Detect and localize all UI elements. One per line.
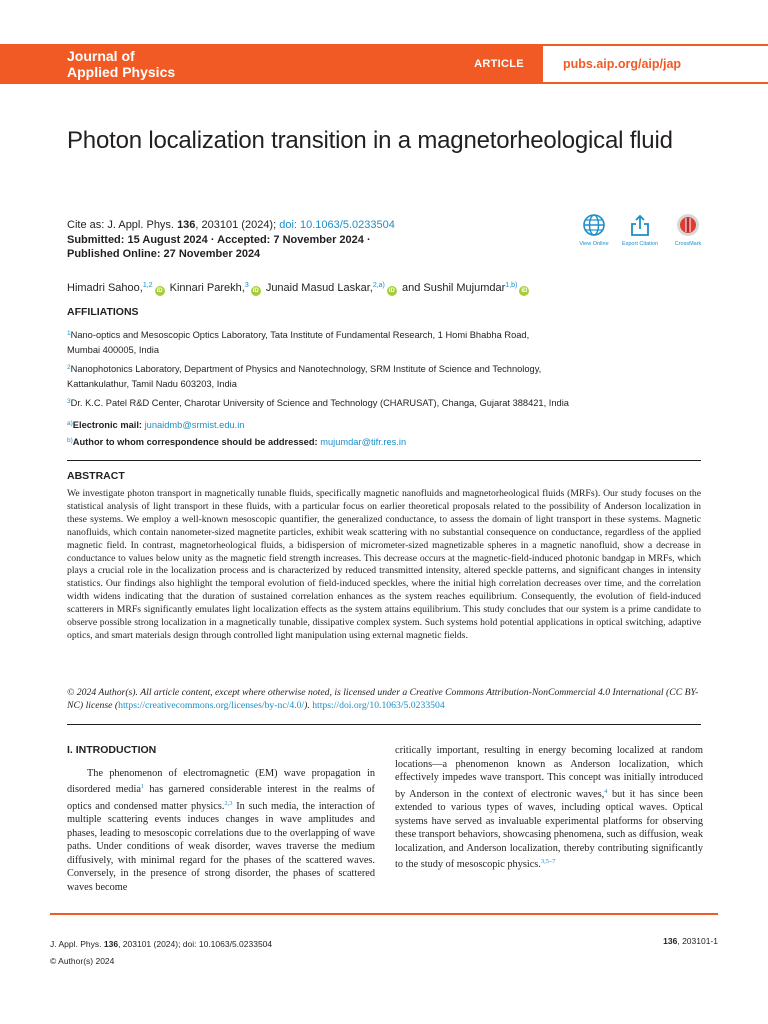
affiliation-item xyxy=(67,394,717,411)
journal-name-line1: Journal of xyxy=(67,48,135,64)
article-tools xyxy=(569,213,719,253)
contact-mark: a) xyxy=(67,420,73,427)
affiliation-text: Kattankulathur, Tamil Nadu 603203, India xyxy=(67,379,237,389)
view-online-label: View Online xyxy=(579,241,609,247)
intro-text: critically important, resulting in energy becoming localized at random locations—a phenomenon known as Anderson localization, which effectively impedes wave transport. This concept was initially introduced by Anderson in the context of electronic waves, xyxy=(395,745,703,800)
crossmark-icon xyxy=(676,213,700,237)
dates-line2: Published Online: 27 November 2024 xyxy=(67,248,261,260)
article-type-label: ARTICLE xyxy=(474,58,524,70)
journal-url-link[interactable]: pubs.aip.org/aip/jap xyxy=(543,46,768,82)
intro-paragraph xyxy=(395,744,703,872)
contact-mark: b) xyxy=(67,437,73,444)
intro-text: In such media, the interaction of multiple scattering events induces changes in wave amplitudes and phases, leading to mesoscopic correlations due to the overlapping of wave paths. Under conditions of weak disorder, waves traverse the medium diffusively, with minimal regard for the phases of the scattered waves. Conversely, in the presence of strong disorder, the phases of scattered waves become xyxy=(67,800,375,893)
view-online-button[interactable] xyxy=(569,213,619,247)
journal-name[interactable] xyxy=(67,48,227,80)
citation-prefix: Cite as: J. Appl. Phys. xyxy=(67,219,178,231)
export-citation-label: Export Citation xyxy=(621,241,659,247)
contact-label: Author to whom correspondence should be addressed: xyxy=(72,437,318,447)
affiliation-item xyxy=(67,360,717,392)
affiliation-text: Nano-optics and Mesoscopic Optics Laboratory, Tata Institute of Fundamental Research, 1 Homi Bhabha Road, xyxy=(70,330,530,340)
reference-link[interactable]: 2,3 xyxy=(224,799,233,807)
intro-left-column xyxy=(67,744,375,894)
affiliation-text: Nanophotonics Laboratory, Department of Physics and Nanotechnology, SRM Institute of Science and Technology, xyxy=(70,364,542,374)
dates-line1: Submitted: 15 August 2024 · Accepted: 7 November 2024 · xyxy=(67,233,371,246)
footer-divider xyxy=(50,913,718,915)
author-affiliation-mark: 2,a) xyxy=(372,282,385,289)
affiliation-number: 2 xyxy=(67,364,71,371)
orcid-icon[interactable]: iD xyxy=(388,288,395,294)
abstract-text: We investigate photon transport in magnetically tunable fluids, specifically magnetic nanofluids and magnetorheological fluids (MRFs). Our study focuses on the statistical analysis of light transport in these fluids, with a particular focus on earlier theoretical proposals related to the possibility of Anderson localization in these systems. We employ a well-known mesoscopic quantifier, the generalized conductance, to assess the domain of light transport in these systems. Magnetic nanofluids, which contain nanometer-sized magnetite particles, exhibit weak scattering with no substantial consequence on conductance, regardless of the applied magnetic field. In contrast, magnetorheological fluids, a bidispersion of micrometer-sized magnetizable spheres in a magnetic nanofluid, show a decrease in conductance to values below unity as the magnetic field strength increases. This decrease occurs at the magnetic-field-induced photonic bandgap in MRFs, which plays a crucial role in the localization process and is characterized by reduced transmitted intensity, altered speckle patterns, and significant changes in intensity statistics. Our findings also highlight the temporal evolution of field-induced speckles, where the initial high correlation decreases over time, and the correlation width widens indicating that the duration of sustained correlation enhances as the system reaches equilibrium. Consequently, the evolution of field-induced scatterers in MRFs significantly emulates light localization effects as the system attains equilibrium. This study concludes that our system is a prime candidate to observe possible strong localization in a magnetically tunable, dissipative complex system. Such systems hold potential applications in optical switching, adaptive optics, and smart materials design through controlled light manipulation using external magnetic fields. xyxy=(67,488,701,641)
intro-paragraph xyxy=(67,767,375,895)
reference-link[interactable]: 3,5–7 xyxy=(540,858,556,865)
orcid-icon[interactable]: iD xyxy=(521,288,528,294)
section-heading: I. INTRODUCTION xyxy=(67,744,157,756)
author-name[interactable]: Himadri Sahoo, xyxy=(67,282,143,294)
section-divider xyxy=(67,460,701,461)
page-number xyxy=(663,936,718,946)
email-link[interactable]: junaidmb@srmist.edu.in xyxy=(144,420,245,430)
reference-link[interactable]: 1 xyxy=(140,783,145,790)
contact-label: Electronic mail: xyxy=(72,420,143,430)
intro-text: has garnered considerable interest in the realms of optics and condensed matter physics. xyxy=(67,784,375,812)
page-article-number: , 203101-1 xyxy=(677,936,718,946)
citation-volume: 136 xyxy=(177,219,196,231)
contact-block xyxy=(67,416,717,450)
contact-email-row xyxy=(67,416,717,433)
author-name[interactable]: Kinnari Parekh, xyxy=(169,282,245,294)
footer-citation xyxy=(50,936,272,970)
affiliations-heading: AFFILIATIONS xyxy=(67,306,139,318)
footer-cite-rest: , 203101 (2024); doi: 10.1063/5.0233504 xyxy=(118,939,273,949)
citation-block xyxy=(67,218,547,262)
author-affiliation-mark: 1,2 xyxy=(142,282,153,289)
license-text: © 2024 Author(s). All article content, except where otherwise noted, is licensed under a Creative Commons Attribution-NonCommercial 4.0 International (CC BY-NC) license ( xyxy=(67,687,699,711)
reference-link[interactable]: 4 xyxy=(604,787,608,795)
journal-name-line2: Applied Physics xyxy=(67,64,176,80)
section-divider xyxy=(67,724,701,725)
crossmark-label: CrossMark xyxy=(674,241,702,247)
doi-url-link[interactable]: https://doi.org/10.1063/5.0233504 xyxy=(312,700,445,711)
contact-correspondence-row xyxy=(67,433,717,450)
orcid-icon[interactable]: iD xyxy=(252,288,259,294)
email-link[interactable]: mujumdar@tifr.res.in xyxy=(320,437,407,447)
intro-right-column xyxy=(395,744,703,872)
globe-icon xyxy=(582,213,606,237)
footer-cite-line xyxy=(50,936,272,953)
abstract-heading: ABSTRACT xyxy=(67,470,125,482)
intro-text: but it has since been extended to various types of waves, including optical waves. Optical systems have served as invaluable experimental platforms for observing these transport behaviors, showcasing phenomena, such as diffusion, weak localization, and Anderson localization, thereby contributing significantly to the study of mesoscopic physics. xyxy=(395,788,703,870)
export-citation-button[interactable] xyxy=(615,213,665,247)
author-name[interactable]: Sushil Mujumdar xyxy=(423,282,506,294)
affiliations-list xyxy=(67,326,717,413)
license-statement xyxy=(67,686,701,712)
crossmark-button[interactable] xyxy=(663,213,713,247)
author-affiliation-mark: 3 xyxy=(244,282,249,289)
author-conjunction: and xyxy=(401,282,421,294)
affiliation-text: Mumbai 400005, India xyxy=(67,345,159,355)
intro-text: The phenomenon of electromagnetic (EM) wave propagation in disordered media xyxy=(67,767,375,795)
affiliation-text: Dr. K.C. Patel R&D Center, Charotar University of Science and Technology (CHARUSAT), Changa, Gujarat 388421, India xyxy=(70,398,569,408)
page-volume: 136 xyxy=(663,936,678,946)
citation-line xyxy=(67,218,547,233)
affiliation-item xyxy=(67,326,717,358)
footer-cite-prefix: J. Appl. Phys. xyxy=(50,939,104,949)
citation-article: , 203101 (2024); xyxy=(195,219,280,231)
doi-link[interactable]: doi: 10.1063/5.0233504 xyxy=(279,219,395,231)
author-list xyxy=(67,279,717,296)
export-icon xyxy=(628,213,652,237)
footer-cite-volume: 136 xyxy=(103,939,119,949)
author-affiliation-mark: 1,b) xyxy=(505,282,518,289)
author-name[interactable]: Junaid Masud Laskar, xyxy=(265,282,373,294)
orcid-icon[interactable]: iD xyxy=(156,288,163,294)
license-separator: ). xyxy=(304,700,313,711)
affiliation-number: 3 xyxy=(67,398,71,405)
cc-license-link[interactable]: https://creativecommons.org/licenses/by-nc/4.0/ xyxy=(118,700,305,711)
affiliation-number: 1 xyxy=(67,330,71,337)
footer-copyright: © Author(s) 2024 xyxy=(50,956,115,966)
paper-title: Photon localization transition in a magnetorheological fluid xyxy=(67,127,673,154)
